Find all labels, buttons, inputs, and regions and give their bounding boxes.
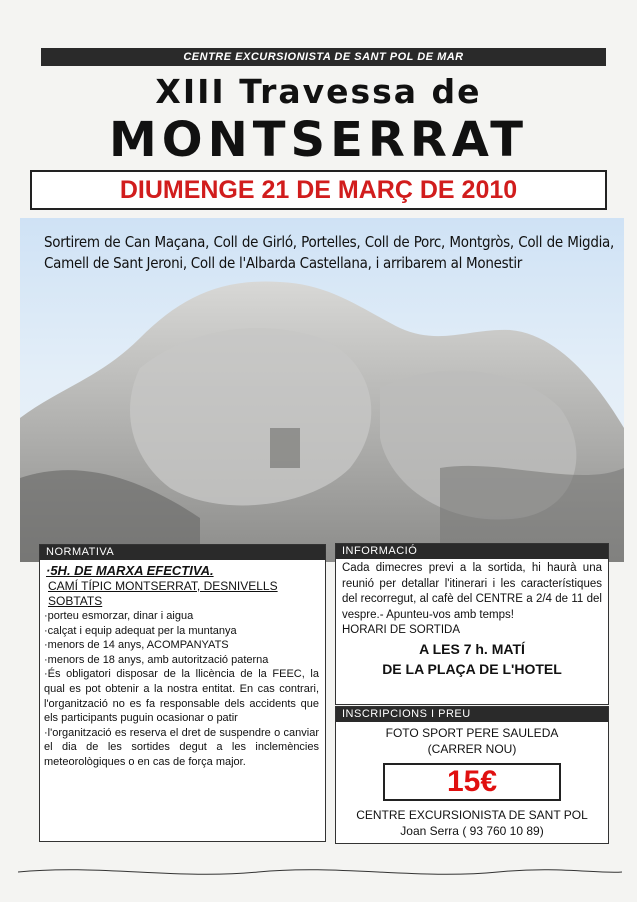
departure-time: A LES 7 h. MATÍ xyxy=(419,640,525,657)
title-line1: XIII Travessa de xyxy=(155,72,482,111)
contact: Joan Serra ( 93 760 10 89) xyxy=(400,824,544,838)
organizer: CENTRE EXCURSIONISTA DE SANT POL xyxy=(356,808,588,822)
normativa-heading: NORMATIVA xyxy=(40,545,325,560)
rule-item: ·menors de 18 anys, amb autorització paterna xyxy=(44,653,269,666)
rule-item: ·l'organització es reserva el dret de suspendre o canviar el dia de les sortides degut a les inclemències meteorològiques o en cas de força major. xyxy=(44,726,319,768)
event-date: DIUMENGE 21 DE MARÇ DE 2010 xyxy=(30,170,607,210)
price-badge: 15€ xyxy=(383,763,561,801)
title-line2: MONTSERRAT xyxy=(109,112,528,168)
footer-decoration xyxy=(18,862,622,882)
schedule-label: HORARI DE SORTIDA xyxy=(342,624,460,636)
terrain-note: CAMÍ TÍPIC MONTSERRAT, DESNIVELLS SOBTATS xyxy=(48,579,278,608)
inscripcions-heading: INSCRIPCIONS I PREU xyxy=(336,707,608,722)
rule-item: ·menors de 14 anys, ACOMPANYATS xyxy=(44,639,229,652)
club-banner: CENTRE EXCURSIONISTA DE SANT POL DE MAR xyxy=(41,48,606,66)
rule-item: ·calçat i equip adequat per la muntanya xyxy=(44,624,237,637)
meeting-text: Cada dimecres previ a la sortida, hi haurà una reunió per detallar l'itinerari i les característiques del recorregut, al cafè del CENTRE a 2/4 de 11 del vespre.- Apunteu-vos amb temps! xyxy=(342,562,602,621)
rule-item: ·És obligatori disposar de la llicència de la FEEC, la qual es pot obtenir a la nostra entitat. En cas contrari, l'organització no es fa responsable dels accidents que els participants puguin ocasionar o patir xyxy=(44,668,319,725)
informacio-panel xyxy=(335,543,609,705)
inscripcions-panel xyxy=(335,706,609,844)
montserrat-photo xyxy=(20,218,624,562)
route-description: Sortirem de Can Maçana, Coll de Girló, Portelles, Coll de Porc, Montgròs, Coll de Migdia, Camell de Sant Jeroni, Coll de l'Albarda Castellana, i arribarem al Monestir xyxy=(44,233,614,272)
rule-item: ·porteu esmorzar, dinar i aigua xyxy=(44,610,194,622)
shop-name: FOTO SPORT PERE SAULEDA xyxy=(385,726,559,740)
departure-place: DE LA PLAÇA DE L'HOTEL xyxy=(382,660,562,677)
effective-walk: ·5H. DE MARXA EFECTIVA. xyxy=(46,563,214,578)
normativa-panel xyxy=(39,544,326,842)
shop-street: (CARRER NOU) xyxy=(427,742,517,756)
informacio-heading: INFORMACIÓ xyxy=(336,544,608,559)
